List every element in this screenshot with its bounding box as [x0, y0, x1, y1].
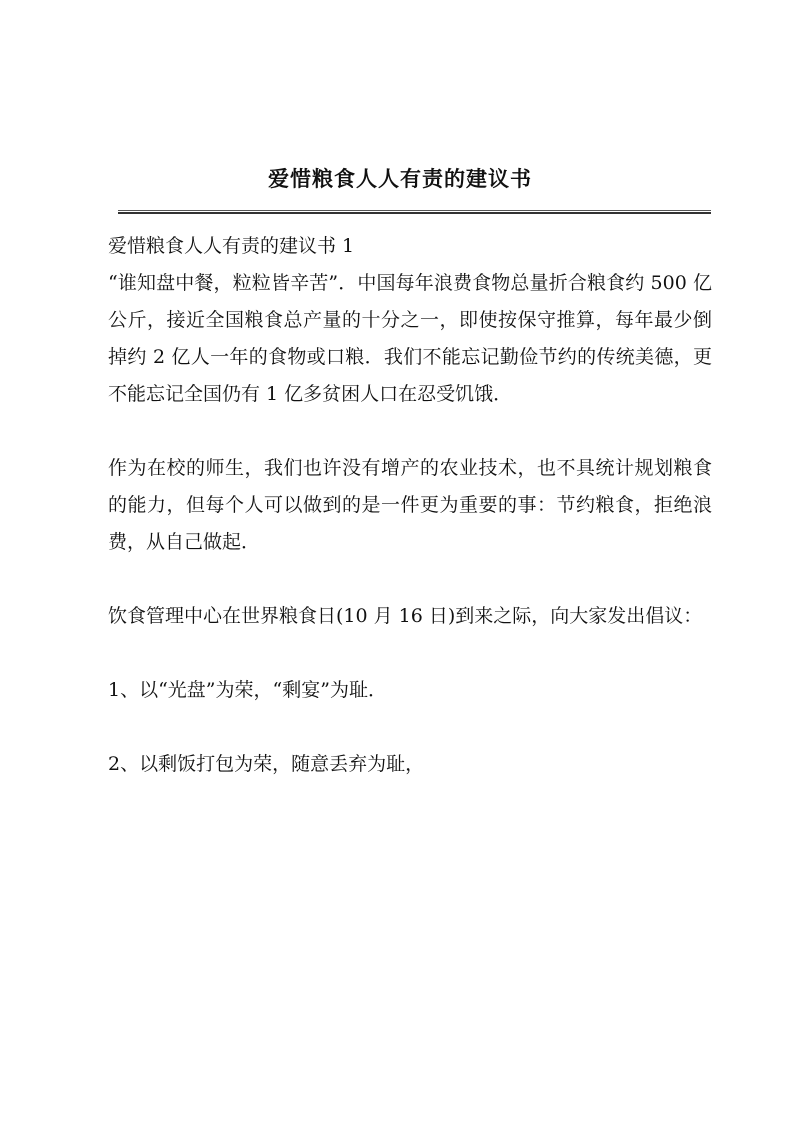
- paragraph-spacer: [108, 561, 712, 598]
- list-item-2: 2、以剩饭打包为荣，随意丢弃为耻，: [108, 753, 425, 775]
- paragraph-spacer: [108, 635, 712, 672]
- title-divider: [118, 210, 711, 214]
- paragraph-spacer: [108, 709, 712, 746]
- paragraph-spacer: [108, 413, 712, 450]
- paragraph-students: 作为在校的师生，我们也许没有增产的农业技术，也不具统计规划粮食的能力，但每个人可以做到的是一件更为重要的事：节约粮食，拒绝浪费，从自己做起．: [108, 457, 712, 553]
- paragraph-initiative: 饮食管理中心在世界粮食日(10 月 16 日)到来之际，向大家发出倡议：: [108, 605, 703, 627]
- document-title: 爱惜粮食人人有责的建议书: [268, 166, 532, 191]
- paragraph-intro: “谁知盘中餐，粒粒皆辛苦”．中国每年浪费食物总量折合粮食约 500 亿公斤，接近全国粮食总产量的十分之一，即使按保守推算，每年最少倒掉约 2 亿人一年的食物或口粮．我们不能忘记勤俭节约的传统美德，更不能忘记全国仍有 1 亿多贫困人口在忍受饥饿．: [108, 272, 712, 405]
- section-heading: 爱惜粮食人人有责的建议书 1: [108, 235, 355, 257]
- list-item-1: 1、以“光盘”为荣，“剩宴”为耻．: [108, 679, 387, 701]
- document-body: [108, 228, 712, 783]
